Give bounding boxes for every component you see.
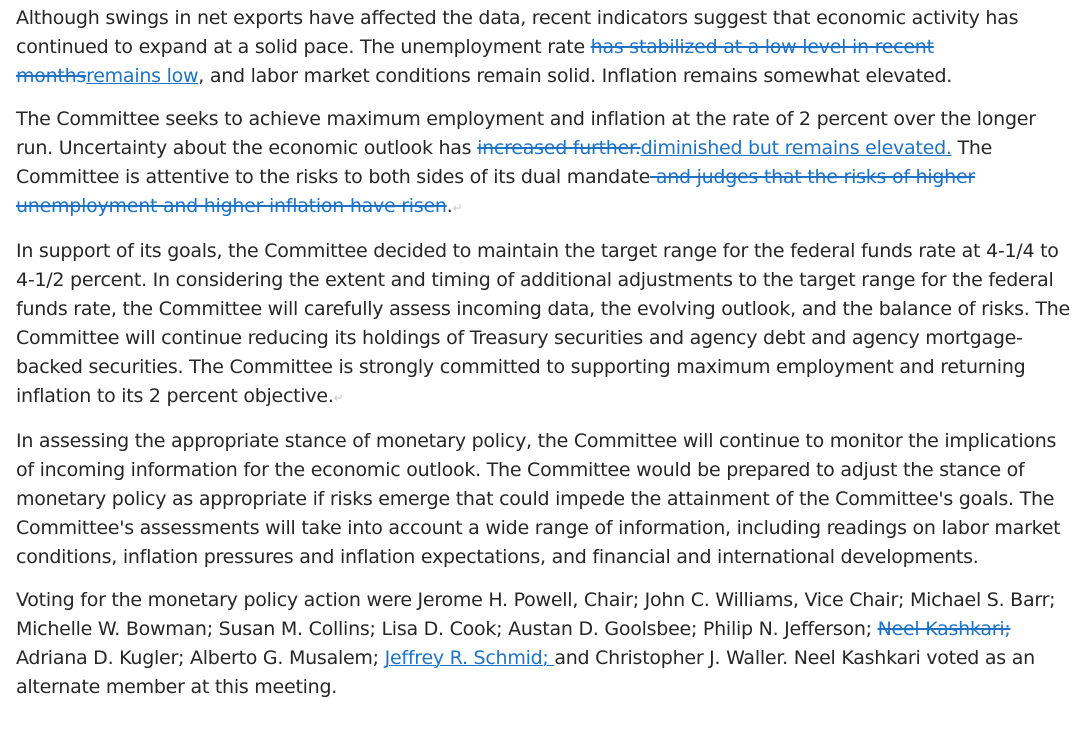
text-run: , and labor market conditions remain solid. Inflation remains somewhat elevated. xyxy=(198,65,953,87)
text-run: The Committee seeks to achieve maximum employment and inflation at the rate of 2 percent over the longer run. Uncertainty about the economic outlook has xyxy=(16,108,1036,159)
text-run: . xyxy=(446,195,453,217)
text-run: Adriana D. Kugler; Alberto G. Musalem; xyxy=(16,647,385,669)
paragraph-2 xyxy=(16,105,1074,223)
paragraph-4 xyxy=(16,427,1074,572)
text-run: The Committee is attentive to the risks to both sides of its dual mandate xyxy=(16,137,993,188)
deleted-text: and judges that the risks of higher unemployment and higher inflation have risen xyxy=(16,166,975,217)
inserted-text: Jeffrey R. Schmid; xyxy=(384,647,555,669)
paragraph-1 xyxy=(16,4,1074,91)
text-run: In support of its goals, the Committee decided to maintain the target range for the federal funds rate at 4-1/4 to 4-1/2 percent. In considering the extent and timing of additional adjustments to the target range for the federal funds rate, the Committee will carefully assess incoming data, the evolving outlook, and the balance of risks. The Committee will continue reducing its holdings of Treasury securities and agency debt and agency mortgage-backed securities. The Committee is strongly committed to supporting maximum employment and returning inflation to its 2 percent objective. xyxy=(16,240,1070,407)
paragraph-5 xyxy=(16,586,1074,702)
deleted-text: has stabilized at a low level in recent months xyxy=(16,36,934,87)
deleted-text: Neel Kashkari; xyxy=(877,618,1011,640)
text-run: Voting for the monetary policy action were Jerome H. Powell, Chair; John C. Williams, Vice Chair; Michael S. Barr; Michelle W. Bowman; Susan M. Collins; Lisa D. Cook; Austan D. Goolsbee; Philip N. Jefferson; xyxy=(16,589,1056,640)
text-run: Although swings in net exports have affected the data, recent indicators suggest that economic activity has continued to expand at a solid pace. The unemployment rate xyxy=(16,7,1019,58)
paragraph-mark: ↵ xyxy=(452,201,463,215)
paragraph-3 xyxy=(16,237,1074,413)
text-run: and Christopher J. Waller. Neel Kashkari voted as an alternate member at this meeting. xyxy=(16,647,1035,698)
deleted-text: increased further. xyxy=(477,137,641,159)
paragraph-mark: ↵ xyxy=(333,391,344,405)
text-run: In assessing the appropriate stance of monetary policy, the Committee will continue to monitor the implications of incoming information for the economic outlook. The Committee would be prepared to adjust the stance of monetary policy as appropriate if risks emerge that could impede the attainment of the Committee's goals. The Committee's assessments will take into account a wide range of information, including readings on labor market conditions, inflation pressures and inflation expectations, and financial and international developments. xyxy=(16,430,1061,568)
inserted-text: diminished but remains elevated. xyxy=(640,137,952,159)
inserted-text: remains low xyxy=(86,65,199,87)
